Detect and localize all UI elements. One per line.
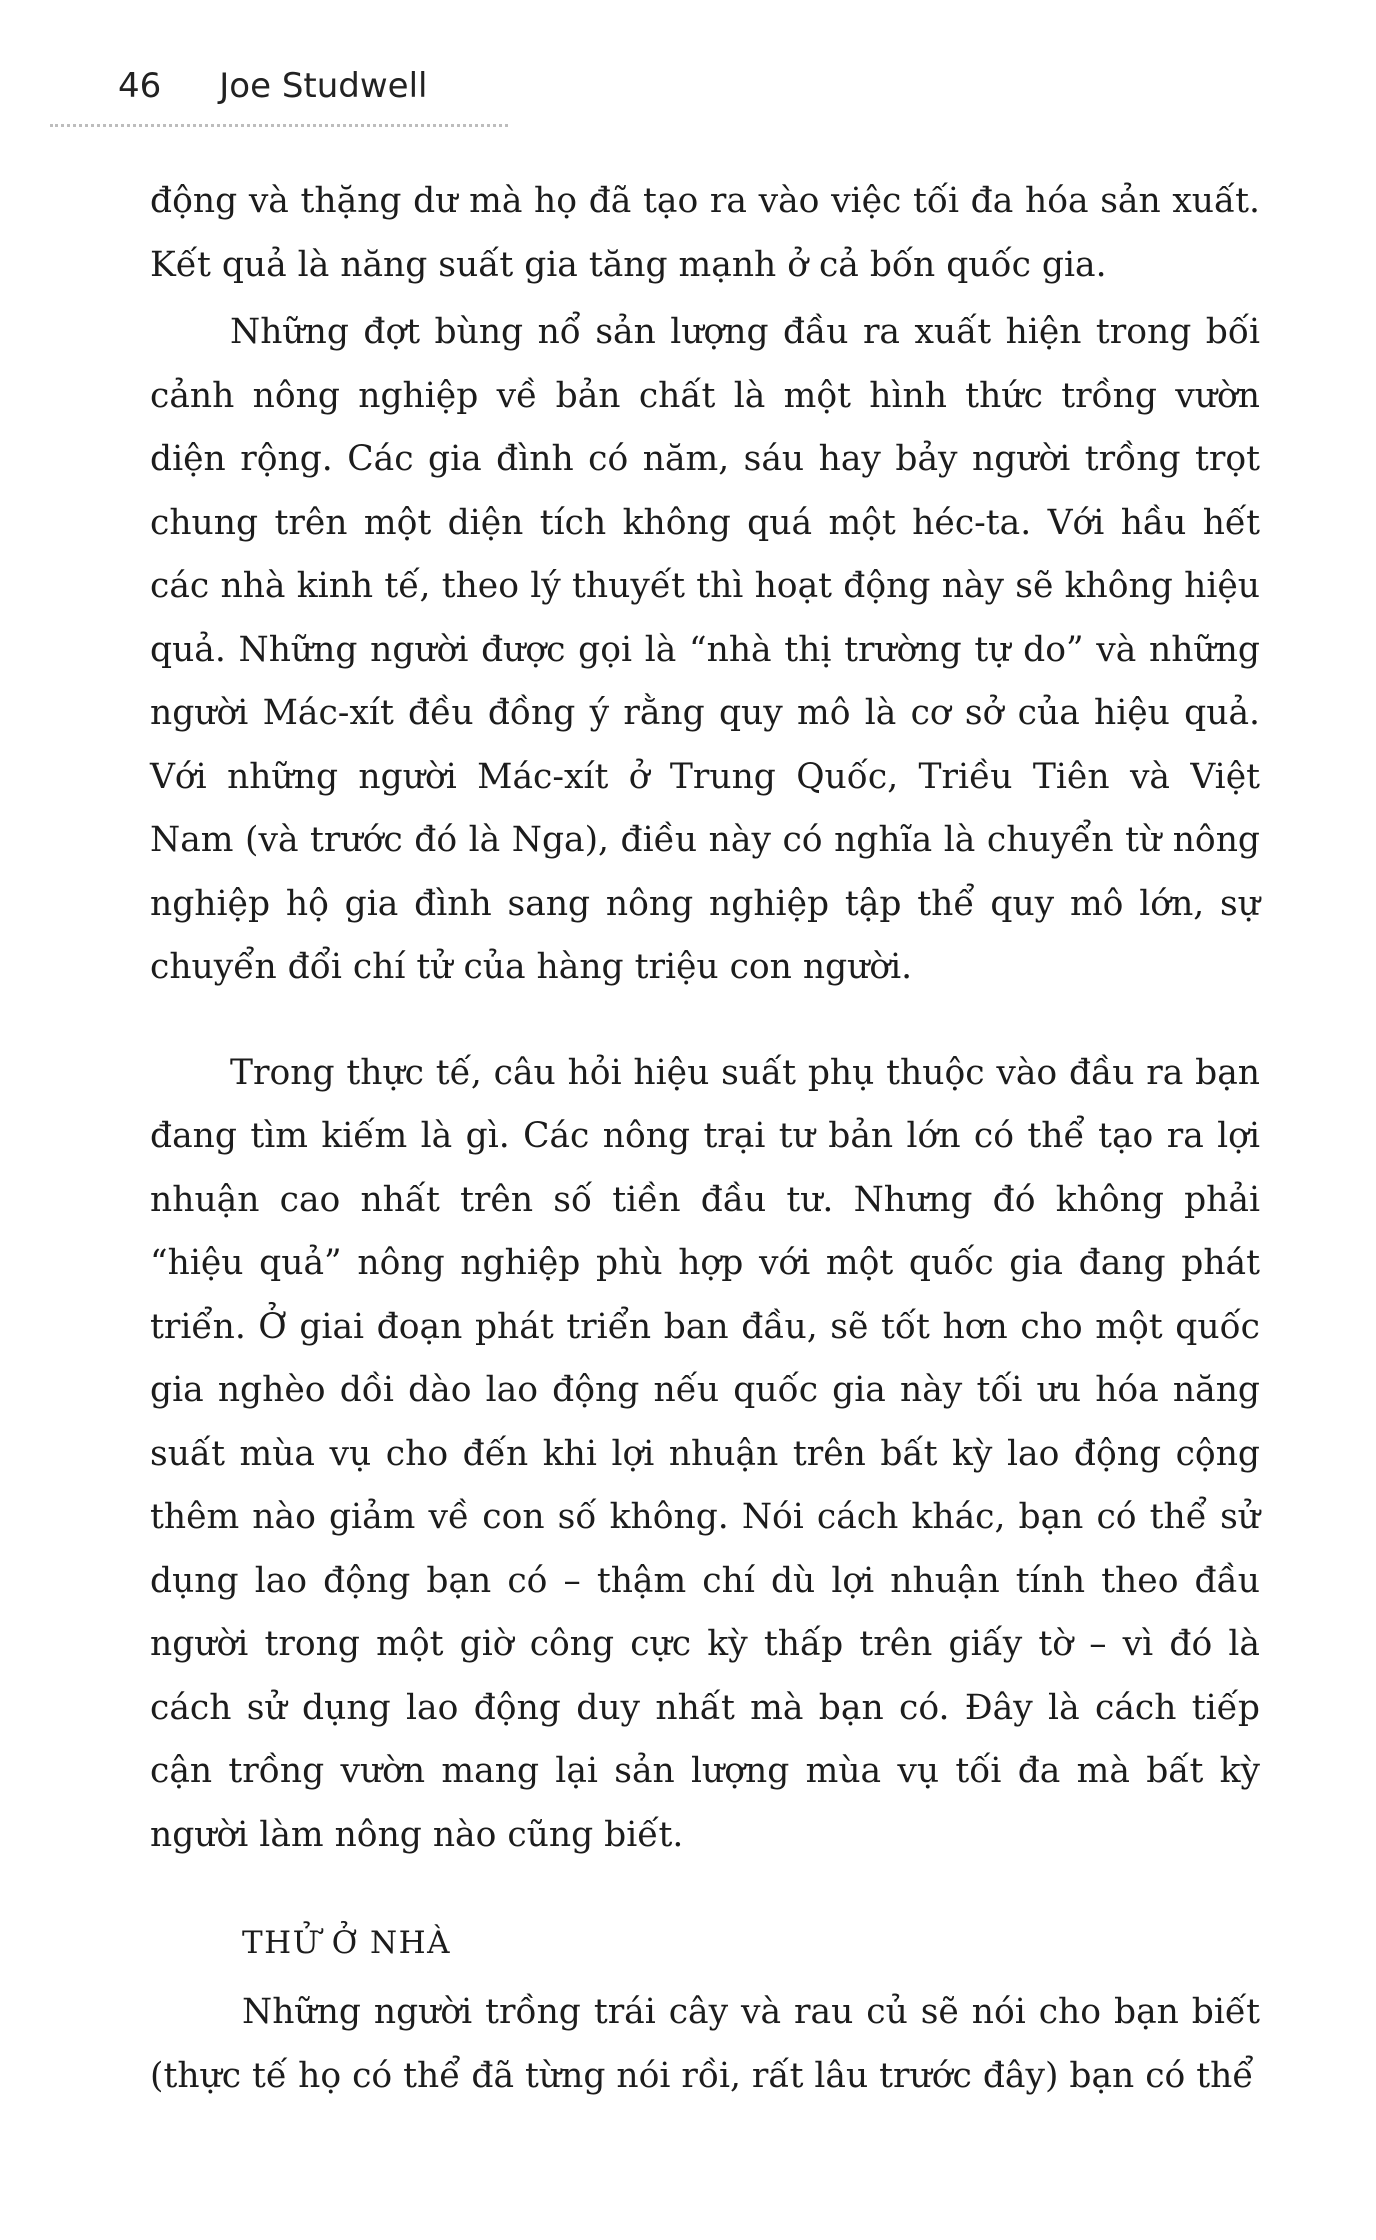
paragraph-continued: động và thặng dư mà họ đã tạo ra vào việc tối đa hóa sản xuất. Kết quả là năng suất gia tăng mạnh ở cả bốn quốc gia. [150,181,1260,285]
author-name: Joe Studwell [219,66,428,106]
section-heading: THỬ Ở NHÀ [242,1925,452,1961]
page-number: 46 [118,66,162,106]
section-paragraph: Những người trồng trái cây và rau củ sẽ nói cho bạn biết (thực tế họ có thể đã từng nói rồi, rất lâu trước đây) bạn có thể [150,1992,1260,2096]
running-header [118,66,427,106]
paragraph: Những đợt bùng nổ sản lượng đầu ra xuất hiện trong bối cảnh nông nghiệp về bản chất là một hình thức trồng vườn diện rộng. Các gia đình có năm, sáu hay bảy người trồng trọt chung trên một diện tích không quá một héc-ta. Với hầu hết các nhà kinh tế, theo lý thuyết thì hoạt động này sẽ không hiệu quả. Những người được gọi là “nhà thị trường tự do” và những người Mác-xít đều đồng ý rằng quy mô là cơ sở của hiệu quả. Với những người Mác-xít ở Trung Quốc, Triều Tiên và Việt Nam (và trước đó là Nga), điều này có nghĩa là chuyển từ nông nghiệp hộ gia đình sang nông nghiệp tập thể quy mô lớn, sự chuyển đổi chí tử của hàng triệu con người. [150,312,1260,987]
paragraph: Trong thực tế, câu hỏi hiệu suất phụ thuộc vào đầu ra bạn đang tìm kiếm là gì. Các nông trại tư bản lớn có thể tạo ra lợi nhuận cao nhất trên số tiền đầu tư. Nhưng đó không phải “hiệu quả” nông nghiệp phù hợp với một quốc gia đang phát triển. Ở giai đoạn phát triển ban đầu, sẽ tốt hơn cho một quốc gia nghèo dồi dào lao động nếu quốc gia này tối ưu hóa năng suất mùa vụ cho đến khi lợi nhuận trên bất kỳ lao động cộng thêm nào giảm về con số không. Nói cách khác, bạn có thể sử dụng lao động bạn có – thậm chí dù lợi nhuận tính theo đầu người trong một giờ công cực kỳ thấp trên giấy tờ – vì đó là cách sử dụng lao động duy nhất mà bạn có. Đây là cách tiếp cận trồng vườn mang lại sản lượng mùa vụ tối đa mà bất kỳ người làm nông nào cũng biết. [150,1052,1260,1855]
body-text [150,170,1260,2108]
header-divider [50,124,508,127]
